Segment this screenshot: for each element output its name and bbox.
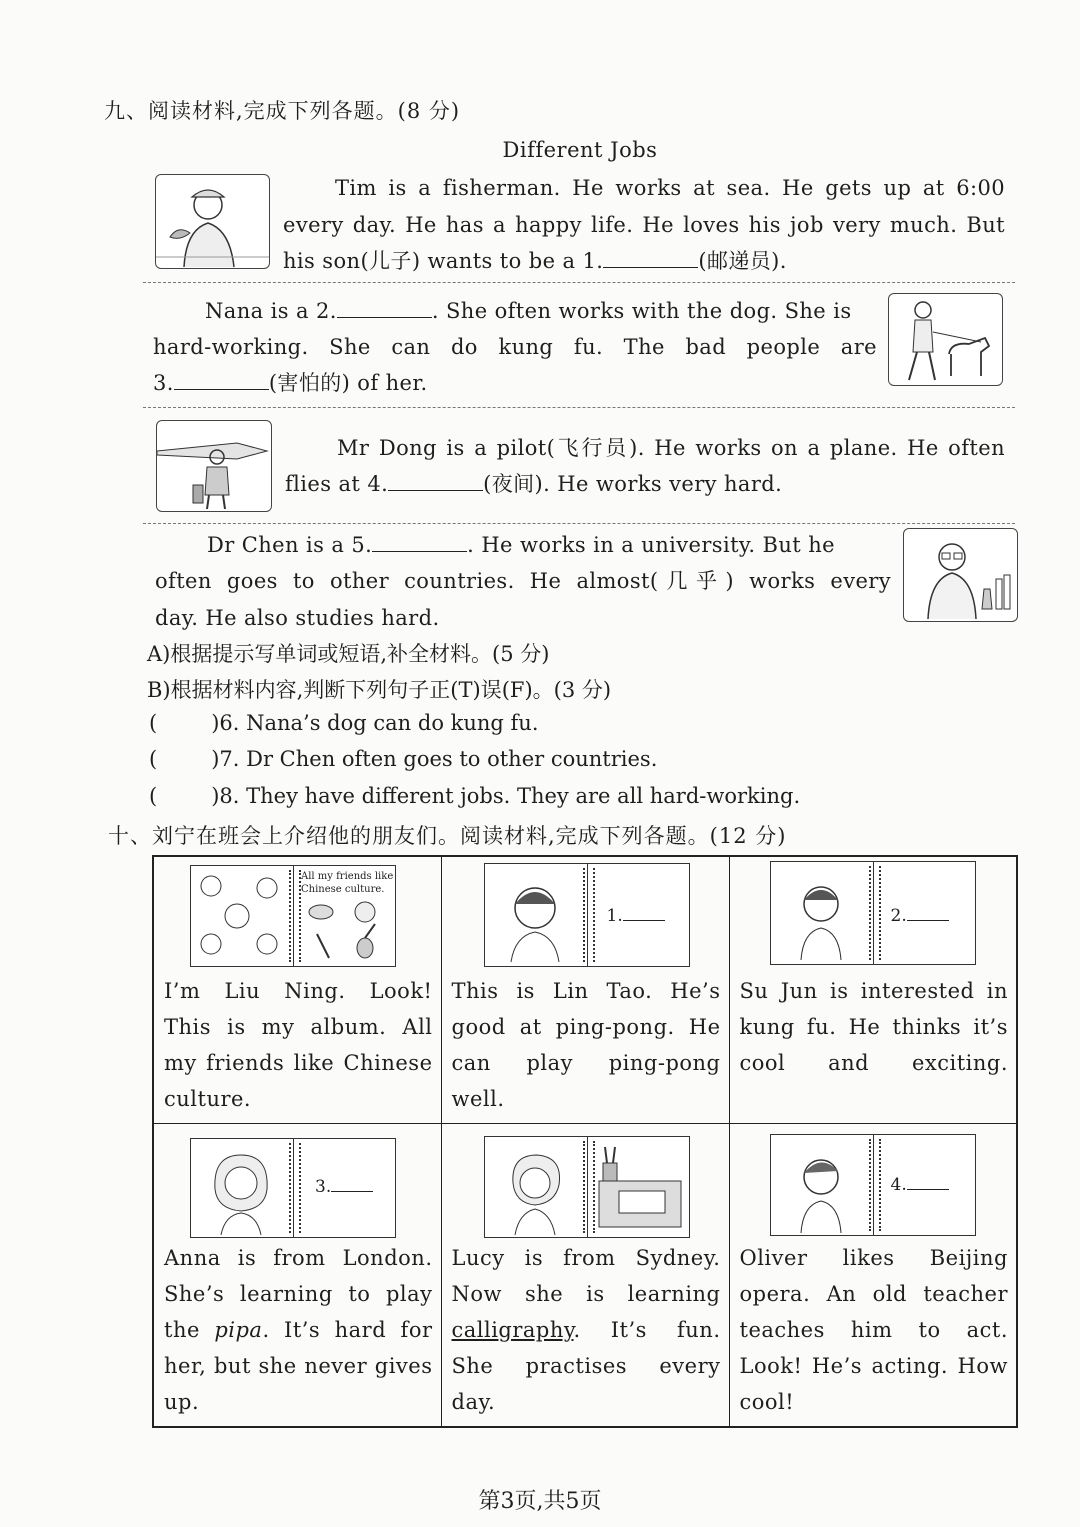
p1-line3: his son(儿子) wants to be a 1. (邮递员). <box>283 249 787 273</box>
p1-line1: Tim is a fisherman. He works at sea. He gets up at 6:00 <box>335 176 1005 200</box>
album-page-4 <box>484 1136 690 1238</box>
p2-line3: 3. (害怕的) of her. <box>153 371 428 395</box>
girl-face-icon <box>191 1139 291 1235</box>
cell-text-lin-tao: This is Lin Tao. He’s good at ping-pong. He can play ping-pong well. <box>451 979 721 1111</box>
cell-text-oliver: Oliver likes Beijing opera. An old teacher teaches him to act. Look! He’s acting. How cool! <box>739 1246 1008 1414</box>
pilot-illustration <box>156 420 272 512</box>
cell-oliver <box>729 1124 1017 1428</box>
album-page-1: 1. <box>484 863 690 967</box>
p3-line1: Mr Dong is a pilot(飞行员). He works on a plane. He often <box>337 436 1005 460</box>
cell-text-lucy: Lucy is from Sydney. Now she is learning calligraphy. It’s fun. She practises every day. <box>451 1246 721 1414</box>
p4-line1: Dr Chen is a 5. . He works in a university. But he <box>207 533 835 557</box>
police-dog-illustration <box>888 293 1003 386</box>
p4-line2: often goes to other countries. He almost(几乎) works every <box>155 569 891 593</box>
friends-faces-icon <box>191 866 291 964</box>
cell-text-liu-ning: I’m Liu Ning. Look! This is my album. All my friends like Chinese culture. <box>164 979 433 1111</box>
girl-face-icon <box>485 1137 585 1235</box>
divider <box>143 407 1015 408</box>
page-footer: 第3页,共5页 <box>478 1489 602 1514</box>
divider <box>143 523 1015 524</box>
blank-label-4[interactable] <box>907 1189 949 1190</box>
blank-4[interactable] <box>388 470 483 491</box>
blank-3[interactable] <box>174 369 269 390</box>
boy-face-icon <box>771 1135 871 1233</box>
album-page-5: 4. <box>770 1134 976 1236</box>
p2-line2: hard-working. She can do kung fu. The bad people are <box>153 335 877 359</box>
blank-2[interactable] <box>337 297 432 318</box>
blank-1[interactable] <box>603 247 698 268</box>
cell-text-anna: Anna is from London. She’s learning to play the pipa. It’s hard for her, but she never gives up. <box>164 1246 433 1414</box>
part-b-instruction: B)根据材料内容,判断下列句子正(T)误(F)。(3 分) <box>147 678 612 702</box>
p3-line2: flies at 4. (夜间). He works very hard. <box>285 472 783 496</box>
fisherman-illustration <box>155 174 270 269</box>
divider <box>143 282 1015 283</box>
p4-line3: day. He also studies hard. <box>155 606 440 630</box>
album-page-2: 2. <box>770 861 976 965</box>
question-7: ( )7. Dr Chen often goes to other countries. <box>149 747 658 771</box>
blank-5[interactable] <box>372 531 467 552</box>
section-9-title: 九、阅读材料,完成下列各题。(8 分) <box>104 99 461 123</box>
section-10-title: 十、刘宁在班会上介绍他的朋友们。阅读材料,完成下列各题。(12 分) <box>108 824 787 848</box>
blank-label-1[interactable] <box>623 920 665 921</box>
cell-lin-tao <box>441 856 729 1124</box>
friends-album-table <box>152 855 1018 1428</box>
album-page-3: 3. <box>190 1138 396 1238</box>
cell-lucy <box>441 1124 729 1428</box>
boy-face-icon <box>771 862 871 962</box>
culture-items-icon <box>303 898 391 962</box>
cell-anna <box>153 1124 441 1428</box>
p1-line2: every day. He has a happy life. He loves his job very much. But <box>283 213 1005 237</box>
passage-title: Different Jobs <box>502 138 658 162</box>
blank-label-3[interactable] <box>331 1191 373 1192</box>
album-illustration: All my friends like Chinese culture. <box>190 865 396 967</box>
blank-label-2[interactable] <box>907 920 949 921</box>
part-a-instruction: A)根据提示写单词或短语,补全材料。(5 分) <box>147 642 550 666</box>
p2-line1: Nana is a 2. . She often works with the dog. She is <box>205 299 852 323</box>
cell-liu-ning <box>153 856 441 1124</box>
question-8: ( )8. They have different jobs. They are all hard-working. <box>149 784 801 808</box>
boy-face-icon <box>485 864 585 964</box>
cell-text-su-jun: Su Jun is interested in kung fu. He thinks it’s cool and exciting. <box>739 979 1008 1075</box>
cell-su-jun <box>729 856 1017 1124</box>
scientist-illustration <box>903 528 1018 622</box>
question-6: ( )6. Nana’s dog can do kung fu. <box>149 711 539 735</box>
calligraphy-desk-icon <box>595 1145 685 1231</box>
